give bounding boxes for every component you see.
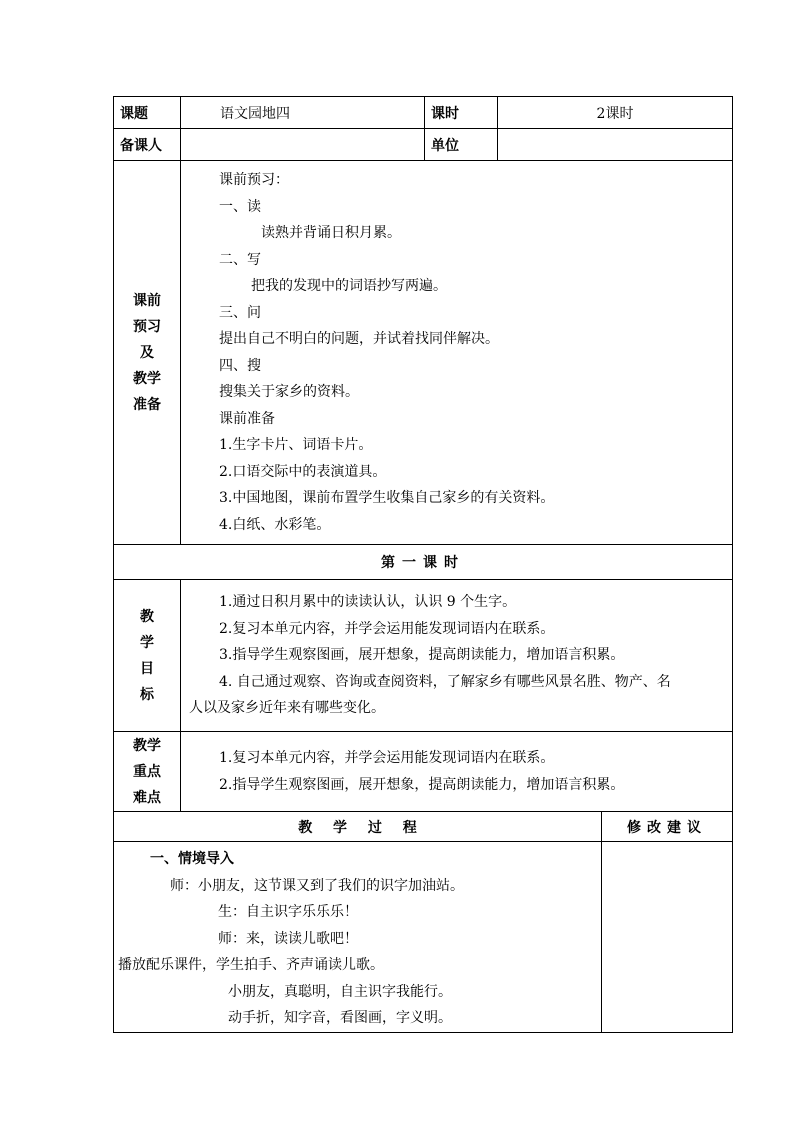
- unit-value: [498, 129, 733, 161]
- prep-label: [114, 161, 181, 545]
- goals-content: [181, 580, 733, 732]
- process-content: [114, 842, 602, 1033]
- section-title-row: [114, 545, 733, 580]
- prep-label-line: 课前: [133, 292, 161, 309]
- key-points-label-line: 教学: [133, 737, 161, 754]
- key-points-label-line: 难点: [133, 789, 161, 806]
- process-row: [114, 842, 733, 1033]
- header-row-2: [114, 129, 733, 161]
- goals-label-line: 学: [140, 634, 154, 651]
- key-point-line: 1.复习本单元内容，并学会运用能发现词语内在联系。: [219, 750, 555, 766]
- prep-line: 1.生字卡片、词语卡片。: [219, 437, 373, 453]
- process-line: 小朋友，真聪明，自主识字我能行。: [228, 983, 452, 1000]
- goals-label-line: 标: [140, 686, 154, 703]
- prep-label-line: 准备: [133, 396, 161, 413]
- prep-line: 4.白纸、水彩笔。: [219, 516, 331, 533]
- goal-line: 3.指导学生观察图画，展开想象，提高朗读能力，增加语言积累。: [219, 647, 625, 664]
- prep-line: 三、问: [219, 304, 261, 321]
- section-title: 第一课时: [114, 545, 733, 580]
- process-header-row: [114, 812, 733, 842]
- prep-content: [181, 161, 733, 545]
- process-line: 师：来，读读儿歌吧！: [218, 930, 358, 947]
- prep-line: 提出自己不明白的问题，并试着找同伴解决。: [219, 331, 499, 347]
- prep-line: 一、读: [219, 198, 261, 215]
- process-line: 动手折，知字音，看图画，字义明。: [228, 1010, 452, 1026]
- preparer-label: 备课人: [114, 129, 181, 161]
- goal-line: 4. 自己通过观察、咨询或查阅资料，了解家乡有哪些风景名胜、物产、名: [219, 673, 671, 690]
- process-line: 一、情境导入: [150, 851, 234, 867]
- process-line: 师：小朋友，这节课又到了我们的识字加油站。: [170, 877, 464, 894]
- prep-label-line: 及: [140, 344, 154, 361]
- process-header: 教 学 过 程: [114, 812, 602, 842]
- process-line: 生：自主识字乐乐乐！: [218, 904, 358, 920]
- prep-line: 搜集关于家乡的资料。: [219, 384, 359, 400]
- prep-line: 四、搜: [219, 357, 261, 374]
- prep-line: 3.中国地图，课前布置学生收集自己家乡的有关资料。: [219, 490, 555, 506]
- goals-label: [114, 580, 181, 732]
- key-points-row: [114, 732, 733, 812]
- goal-line: 人以及家乡近年来有哪些变化。: [189, 700, 385, 717]
- unit-label: 单位: [425, 129, 498, 161]
- goal-line: 1.通过日积月累中的读读认认，认识 9 个生字。: [219, 594, 517, 611]
- revision-cell: [602, 842, 733, 1033]
- revision-header: 修改建议: [602, 812, 733, 842]
- prep-label-line: 预习: [133, 318, 161, 335]
- topic-value: 语文园地四: [181, 97, 425, 129]
- goals-row: [114, 580, 733, 732]
- prep-line: 读熟并背诵日积月累。: [261, 225, 401, 241]
- prep-line: 课前预习：: [219, 172, 289, 188]
- key-point-line: 2.指导学生观察图画，展开想象，提高朗读能力，增加语言积累。: [219, 776, 625, 793]
- prep-row: [114, 161, 733, 545]
- goal-line: 2.复习本单元内容，并学会运用能发现词语内在联系。: [219, 620, 555, 637]
- preparer-value: [181, 129, 425, 161]
- prep-line: 课前准备: [219, 410, 275, 427]
- goals-label-line: 目: [140, 660, 154, 677]
- lesson-plan-table: [113, 96, 733, 1033]
- key-points-content: [181, 732, 733, 812]
- prep-line: 2.口语交际中的表演道具。: [219, 463, 387, 480]
- header-row-1: [114, 97, 733, 129]
- prep-line: 把我的发现中的词语抄写两遍。: [251, 278, 447, 294]
- topic-label: 课题: [114, 97, 181, 129]
- key-points-label: [114, 732, 181, 812]
- process-line: 播放配乐课件，学生拍手、齐声诵读儿歌。: [118, 957, 384, 973]
- period-value: 2课时: [498, 97, 733, 129]
- period-label: 课时: [425, 97, 498, 129]
- prep-line: 二、写: [219, 251, 261, 268]
- goals-label-line: 教: [140, 608, 154, 625]
- prep-label-line: 教学: [133, 370, 161, 387]
- key-points-label-line: 重点: [133, 763, 161, 780]
